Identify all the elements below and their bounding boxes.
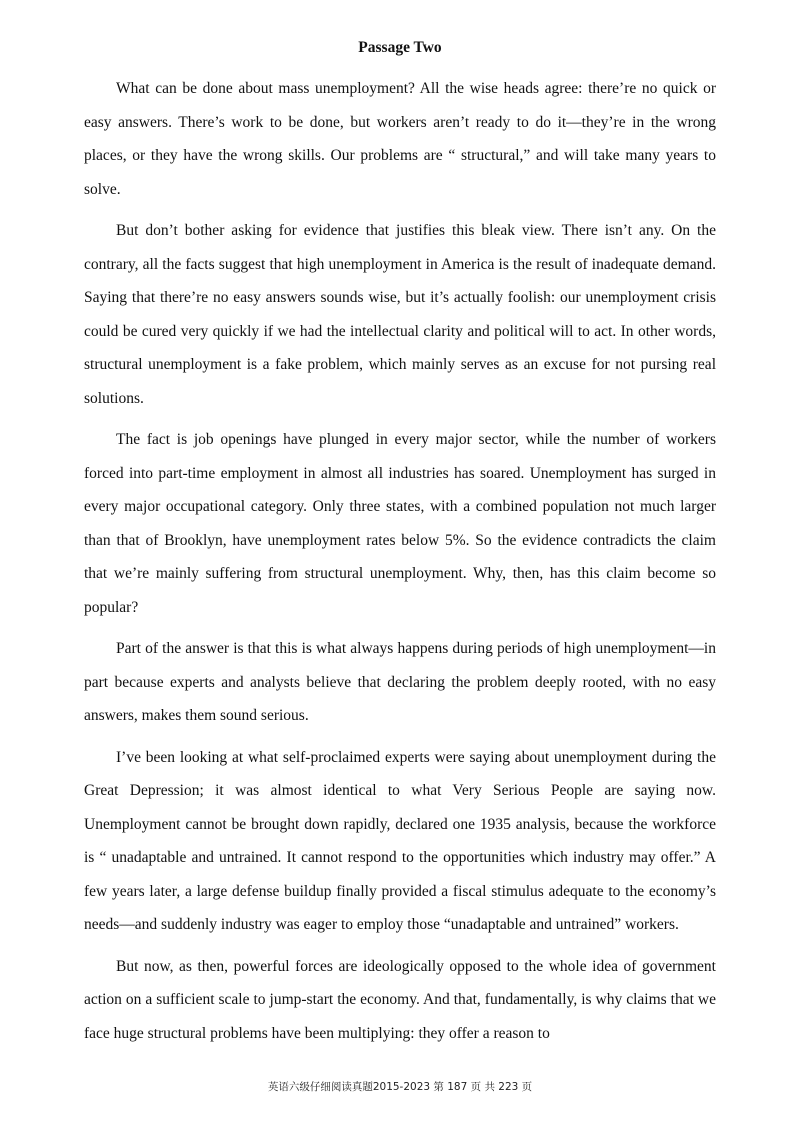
paragraph-2: But don’t bother asking for evidence that justifies this bleak view. There isn’t any. On the contrary, all the facts suggest that high unemployment in America is the result of inadequate demand. Saying that there’re no easy answers sounds wise, but it’s actually foolish: our unemployment crisis could be cured very quickly if we had the intellectual clarity and political will to act. In other words, structural unemployment is a fake problem, which mainly serves as an excuse for not pursing real solutions. — [84, 222, 716, 407]
passage-body — [84, 72, 716, 1058]
passage-title: Passage Two — [358, 39, 442, 56]
paragraph-3: The fact is job openings have plunged in every major sector, while the number of workers forced into part-time employment in almost all industries has soared. Unemployment has surged in every major occupational category. Only three states, with a combined population not much larger than that of Brooklyn, have unemployment rates below 5%. So the evidence contradicts the claim that we’re mainly suffering from structural unemployment. Why, then, has this claim become so popular? — [84, 431, 716, 616]
paragraph-1: What can be done about mass unemployment? All the wise heads agree: there’re no quick or easy answers. There’s work to be done, but workers aren’t ready to do it—they’re in the wrong places, or they have the wrong skills. Our problems are “ structural,” and will take many years to solve. — [84, 80, 716, 198]
paragraph-6: But now, as then, powerful forces are ideologically opposed to the whole idea of government action on a sufficient scale to jump-start the economy. And that, fundamentally, is why claims that we face huge structural problems have been multiplying: they offer a reason to — [84, 957, 716, 1042]
paragraph-5: I’ve been looking at what self-proclaimed experts were saying about unemployment during the Great Depression; it was almost identical to what Very Serious People are saying now. Unemployment cannot be brought down rapidly, declared one 1935 analysis, because the workforce is “ unadaptable and untrained. It cannot respond to the opportunities which industry may offer.” A few years later, a large defense buildup finally provided a fiscal stimulus adequate to the economy’s needs—and suddenly industry was eager to employ those “unadaptable and untrained” workers. — [84, 748, 716, 933]
paragraph-4: Part of the answer is that this is what always happens during periods of high unemployment—in part because experts and analysts believe that declaring the problem deeply rooted, with no easy answers, makes them sound serious. — [84, 640, 716, 724]
page-footer: 英语六级仔细阅读真题2015-2023 第 187 页 共 223 页 — [267, 1081, 533, 1093]
